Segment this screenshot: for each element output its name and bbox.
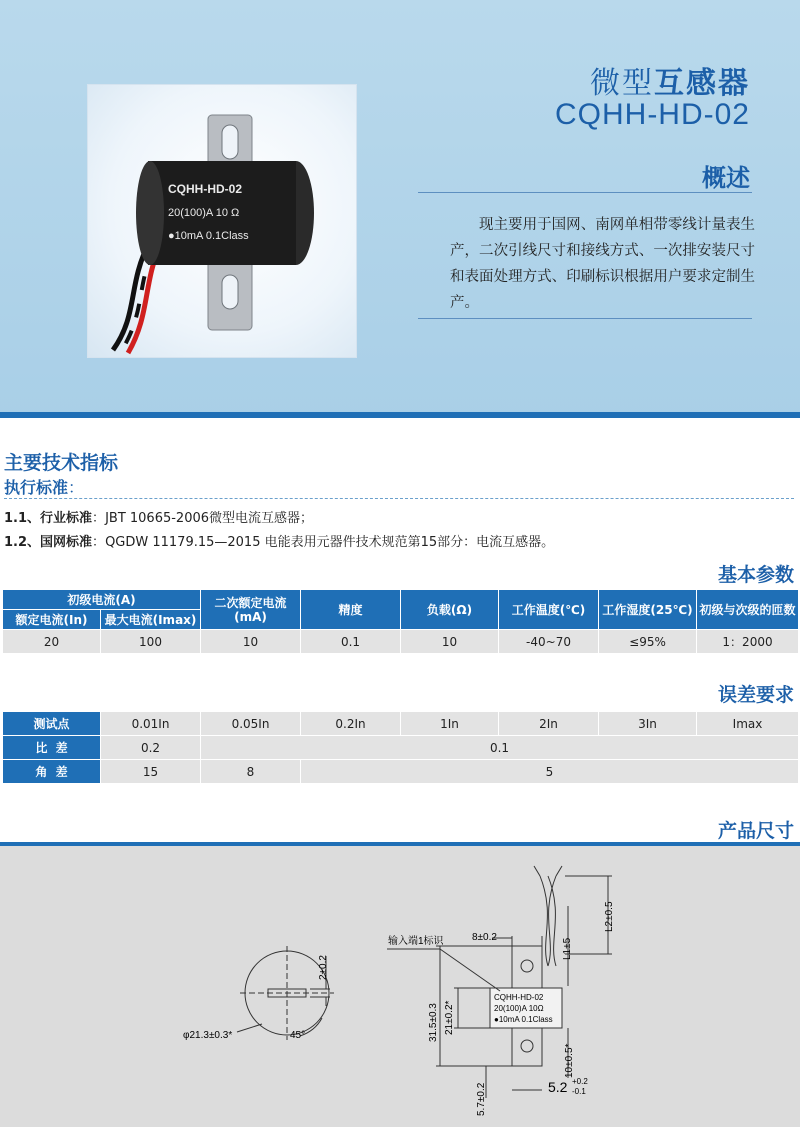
dim-label-class: ●10mA 0.1Class [494,1015,553,1024]
error-req-table [2,711,799,784]
dim-phi: φ21.3±0.3* [183,1030,233,1041]
cell-temperature: -40~70 [499,630,599,654]
test-point-2: 0.05In [201,712,301,736]
dim-45: 45° [290,1030,306,1041]
header-angle-error: 角 差 [3,760,101,784]
product-photo [87,84,357,358]
dim-input-mark: 输入端1标识 [388,936,444,947]
header-max-current: 最大电流(Imax) [101,610,201,630]
header-ratio-error: 比 差 [3,736,101,760]
photo-label-class: ●10mA 0.1Class [168,230,249,242]
photo-label-rating: 20(100)A 10 Ω [168,207,240,219]
header-test-point: 测试点 [3,712,101,736]
product-title-cn [590,58,750,102]
angle-error-mid: 8 [201,760,301,784]
header-humidity: 工作湿度(25℃) [599,590,697,630]
test-point-7: Imax [697,712,799,736]
header-accuracy: 精度 [301,590,401,630]
hero-divider [0,412,800,418]
ratio-error-rest: 0.1 [201,736,799,760]
cell-turns-ratio: 1：2000 [697,630,799,654]
header-turns-ratio: 初级与次级的匝数 [697,590,799,630]
dim-5-2-tol-up: +0.2 [572,1077,588,1086]
dim-2: 2±0.2 [318,955,329,980]
basic-params-title: 基本参数 [717,564,794,586]
test-point-1: 0.01In [101,712,201,736]
title-cn-light: 微型 [590,66,654,101]
dim-l1: L1±5 [562,937,573,960]
standard-1-sep: ： [92,511,106,526]
cell-secondary-current: 10 [201,630,301,654]
dim-label-model: CQHH-HD-02 [494,993,544,1002]
angle-error-rest: 5 [301,760,799,784]
test-point-5: 2In [499,712,599,736]
standard-2-text: QGDW 11179.15—2015 电能表用元器件技术规范第15部分：电流互感器。 [105,535,555,550]
header-rated-current: 额定电流(In) [3,610,101,630]
dim-8: 8±0.2 [472,932,497,943]
product-model: CQHH-HD-02 [554,98,750,131]
overview-rule-bottom [418,318,752,319]
dim-5-2-tol-down: -0.1 [572,1087,586,1096]
basic-params-table [2,589,799,654]
standard-2-name: 国网标准 [40,535,93,550]
ratio-error-low: 0.2 [101,736,201,760]
dim-10: 10±0.5* [564,1043,575,1078]
standards-subtitle-text: 执行标准 [4,478,69,497]
standard-2-sep: ： [92,535,106,550]
dimension-drawing [0,846,800,1127]
dim-31-5: 31.5±0.3 [428,1003,439,1042]
cell-max-current: 100 [101,630,201,654]
header-load: 负载(Ω) [401,590,499,630]
cell-humidity: ≤95% [599,630,697,654]
dim-l2: L2±0.5 [604,901,615,932]
dimensions-title: 产品尺寸 [717,820,794,842]
dim-label-rating: 20(100)A 10Ω [494,1004,544,1013]
test-point-6: 3In [599,712,697,736]
standard-line-1 [4,507,313,526]
standard-2-num: 1.2、 [4,535,41,550]
test-point-4: 1In [401,712,499,736]
standards-divider [4,498,794,499]
overview-rule-top [418,192,752,193]
overview-text: 现主要用于国网、南网单相带零线计量表生产，二次引线尺寸和接线方式、一次排安装尺寸和表面处理方式、印刷标识根据用户要求定制生产。 [450,217,755,311]
header-secondary-current: 二次额定电流(mA) [201,590,301,630]
overview-title: 概述 [702,164,750,192]
specs-title: 主要技术指标 [4,452,119,474]
test-point-3: 0.2In [301,712,401,736]
standards-subtitle-colon: ： [68,478,85,497]
angle-error-low: 15 [101,760,201,784]
dimensions-drawing-area [0,846,800,1127]
standard-1-text: JBT 10665-2006微型电流互感器； [105,511,314,526]
standard-1-name: 行业标准 [40,511,93,526]
header-primary-current: 初级电流(A) [3,590,201,610]
cell-rated-current: 20 [3,630,101,654]
photo-label-model: CQHH-HD-02 [168,182,243,196]
dim-5-7: 5.7±0.2 [476,1082,487,1116]
standard-1-num: 1.1、 [4,511,41,526]
dim-21: 21±0.2* [444,1000,455,1035]
dim-5-2: 5.2 [548,1079,568,1095]
header-temperature: 工作温度(℃) [499,590,599,630]
title-cn-bold: 互感器 [654,66,750,101]
error-req-title: 误差要求 [717,684,794,706]
cell-accuracy: 0.1 [301,630,401,654]
standards-subtitle [4,475,84,498]
transformer-illustration [88,85,356,357]
standard-line-2 [4,531,554,550]
cell-load: 10 [401,630,499,654]
